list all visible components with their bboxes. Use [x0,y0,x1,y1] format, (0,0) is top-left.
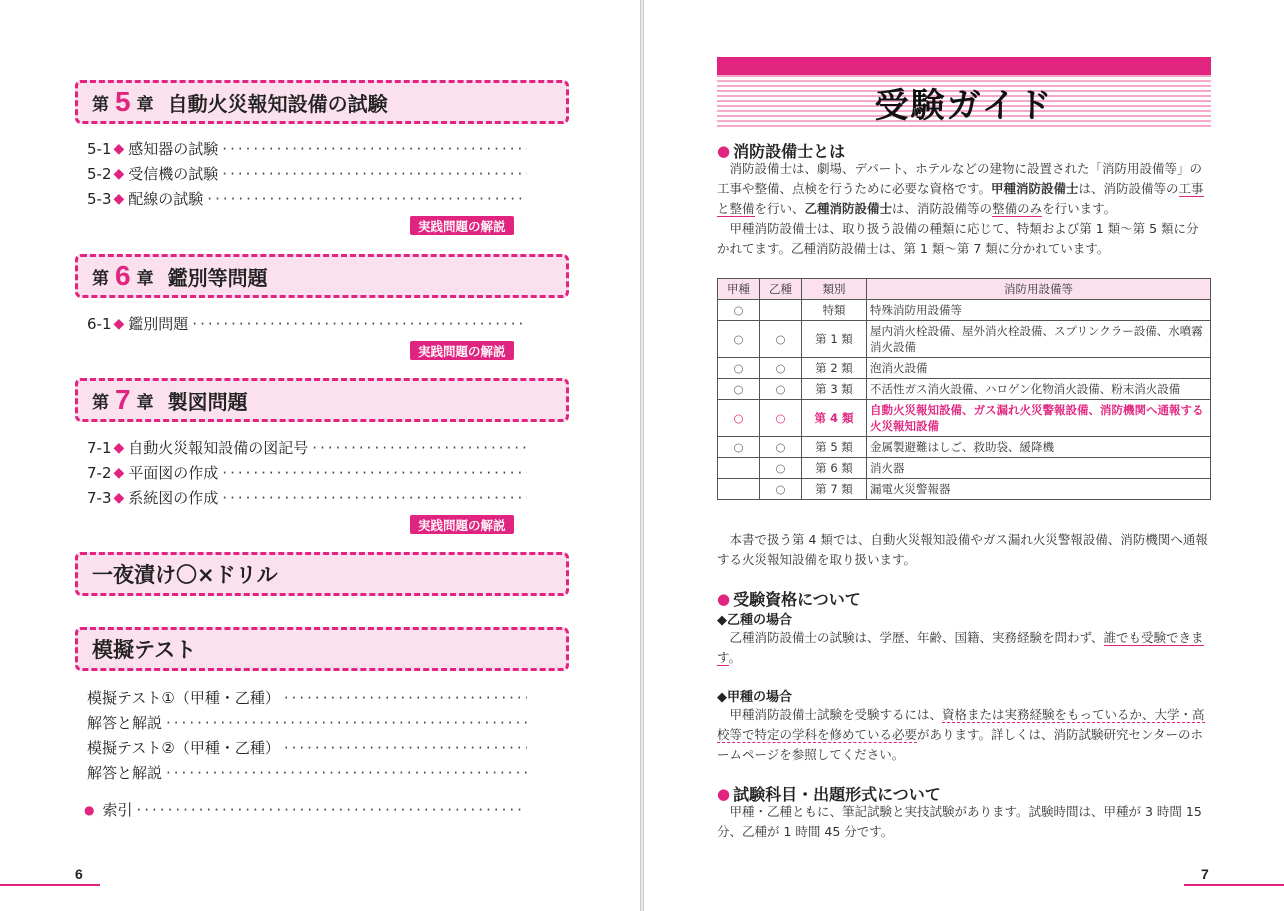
diamond-icon: ◆ [113,315,125,332]
otsu-cell: ○ [760,479,802,500]
paragraph [717,159,1211,219]
diamond-icon: ◆ [113,140,125,157]
table-row [718,300,1211,321]
equipment-cell: 特殊消防用設備等 [867,300,1211,321]
leader-dots [166,714,527,732]
toc-label: 鑑別問題 [128,315,189,333]
class-cell: 第 2 類 [802,358,867,379]
chapter-suffix: 章 [136,392,154,413]
subheading: ◆甲種の場合 [717,690,792,705]
leader-dots [284,689,527,707]
class-cell: 第 4 類 [802,400,867,437]
toc-number: 6-1 [87,314,112,333]
chapter-suffix: 章 [136,94,154,115]
otsu-cell [760,300,802,321]
section-heading-text: 消防設備士とは [733,142,846,161]
paragraph: 甲種・乙種ともに、筆記試験と実技試験があります。試験時間は、甲種が 3 時間 15 分、乙種が 1 時間 45 分です。 [717,804,1202,839]
page-title: 受験ガイド [874,86,1054,126]
bullet-icon: ● [84,802,95,817]
leader-dots [222,464,527,482]
toc-number: 7-1 [87,438,112,457]
toc-label: 解答と解説 [87,764,163,782]
chapter-6-header [75,254,569,298]
chapter-suffix: 章 [136,268,154,289]
toc-number: 7-2 [87,463,112,482]
diamond-icon: ◆ [113,464,125,481]
toc-label: 受信機の試験 [128,165,219,183]
kou-cell: ○ [718,300,760,321]
table-row [718,358,1211,379]
diamond-icon: ◆ [113,439,125,456]
leader-dots [222,489,527,507]
paragraph [717,628,1211,668]
section-heading-text: 受験資格について [733,590,861,609]
class-cell: 第 7 類 [802,479,867,500]
otsu-cell: ○ [760,321,802,358]
class-cell: 第 6 類 [802,458,867,479]
practice-tag[interactable]: 実践問題の解説 [410,341,514,360]
kou-cell [718,458,760,479]
toc-item[interactable] [87,687,527,708]
toc-item[interactable] [87,462,527,483]
leader-dots [222,140,527,158]
left-page [0,0,641,911]
diamond-icon: ◆ [113,165,125,182]
class-cell: 第 5 類 [802,437,867,458]
class-cell: 第 3 類 [802,379,867,400]
toc-number: 5-3 [87,189,112,208]
kou-cell: ○ [718,437,760,458]
chapter-7-header [75,378,569,422]
column-header: 消防用設備等 [867,279,1211,300]
mock-title: 模擬テスト [92,638,197,662]
underlined-text: 誰でも受験できます [717,630,1204,665]
otsu-cell: ○ [760,400,802,437]
otsu-cell: ○ [760,358,802,379]
kou-cell: ○ [718,321,760,358]
text-run: 甲種消防設備士試験を受験するには、 [729,707,943,722]
paragraph: 甲種消防設備士は、取り扱う設備の種類に応じて、特類および第 1 類～第 5 類に分かれてます。乙種消防設備士は、第 1 類～第 7 類に分かれています。 [717,221,1199,256]
text-run-bold: 甲種消防設備士 [991,181,1079,196]
leader-dots [207,190,527,208]
chapter-prefix: 第 [92,392,109,413]
column-header: 類別 [802,279,867,300]
underlined-text: 資格または実務経験をもっているか、大学・高校等で特定の学科を修めている必要 [717,707,1205,742]
toc-number: 5-2 [87,164,112,183]
drill-title: 一夜漬け〇×ドリル [92,563,278,587]
toc-number: 5-1 [87,139,112,158]
paragraph [717,705,1211,765]
bullet-icon: ● [717,589,731,608]
chapter-title: 鑑別等問題 [167,265,268,290]
title-band [717,57,1211,75]
table-row [718,437,1211,458]
toc-item[interactable] [87,138,527,159]
text-run: は、消防設備等の [1078,181,1179,196]
toc-label: 平面図の作成 [128,464,219,482]
table-row [718,400,1211,437]
toc-item[interactable] [87,487,527,508]
text-run-bold: 乙種消防設備士 [804,201,893,216]
toc-number: 7-3 [87,488,112,507]
title-banner [717,75,1211,130]
toc-item-index[interactable] [84,799,524,820]
toc-label: 感知器の試験 [128,140,219,158]
chapter-prefix: 第 [92,268,109,289]
toc-label: 索引 [102,801,133,819]
table-row [718,479,1211,500]
text-run: 消防設備士は、劇場、デパート、ホテルなどの建物に設置された「消防用設備等」の工事や整備、点検を行うために必要な資格です。 [717,161,1203,196]
toc-item[interactable] [87,762,527,783]
drill-header[interactable] [75,552,569,596]
chapter-prefix: 第 [92,94,109,115]
equipment-cell: 自動火災報知設備、ガス漏れ火災警報設備、消防機関へ通報する火災報知設備 [867,400,1211,437]
equipment-cell: 消火器 [867,458,1211,479]
text-run: を行います。 [1042,201,1117,216]
class-cell: 第 1 類 [802,321,867,358]
equipment-cell: 不活性ガス消火設備、ハロゲン化物消火設備、粉末消火設備 [867,379,1211,400]
toc-label: 系統図の作成 [128,489,219,507]
toc-item[interactable] [87,163,527,184]
equipment-cell: 漏電火災警報器 [867,479,1211,500]
section-heading [717,587,861,610]
page-number: 7 [1201,866,1209,882]
text-run: 。 [728,650,742,665]
page-number-rule [1184,884,1284,886]
equipment-cell: 屋内消火栓設備、屋外消火栓設備、スプリンクラー設備、水噴霧消火設備 [867,321,1211,358]
toc-label: 配線の試験 [128,190,204,208]
diamond-icon: ◆ [113,489,125,506]
kou-cell: ○ [718,379,760,400]
practice-tag[interactable]: 実践問題の解説 [410,515,514,534]
diamond-icon: ◆ [113,190,125,207]
toc-label: 自動火災報知設備の図記号 [128,439,309,457]
equipment-cell: 泡消火設備 [867,358,1211,379]
chapter-number: 6 [115,260,131,291]
class-cell: 特類 [802,300,867,321]
column-header: 乙種 [760,279,802,300]
toc-item[interactable] [87,737,527,758]
otsu-cell: ○ [760,437,802,458]
column-header: 甲種 [718,279,760,300]
leader-dots [312,439,527,457]
text-run: を行い、 [754,201,805,216]
bullet-icon: ● [717,141,731,160]
chapter-number: 5 [115,86,131,117]
table-row [718,379,1211,400]
kou-cell: ○ [718,358,760,379]
section-heading-text: 試験科目・出題形式について [733,785,941,804]
leader-dots [192,315,527,333]
toc-item[interactable] [87,188,527,209]
toc-item[interactable] [87,437,527,458]
equipment-cell: 金属製避難はしご、救助袋、緩降機 [867,437,1211,458]
leader-dots [166,764,527,782]
chapter-title: 自動火災報知設備の試験 [167,91,388,116]
text-run: は、消防設備等の [892,201,993,216]
table-row [718,321,1211,358]
subheading: ◆乙種の場合 [717,613,792,628]
toc-item[interactable] [87,313,527,334]
kou-cell [718,479,760,500]
otsu-cell: ○ [760,379,802,400]
toc-item[interactable] [87,712,527,733]
leader-dots [284,739,527,757]
practice-tag[interactable]: 実践問題の解説 [410,216,514,235]
page-number-rule [0,884,100,886]
table-row [718,458,1211,479]
paragraph: 本書で扱う第 4 類では、自動火災報知設備やガス漏れ火災警報設備、消防機関へ通報する火災報知設備を取り扱います。 [717,532,1208,567]
chapter-number: 7 [115,384,131,415]
toc-label: 模擬テスト②（甲種・乙種） [87,739,280,757]
bullet-icon: ● [717,784,731,803]
mock-test-header[interactable] [75,627,569,671]
toc-label: 解答と解説 [87,714,163,732]
leader-dots [137,801,525,819]
text-run: 乙種消防設備士の試験は、学歴、年齢、国籍、実務経験を問わず、 [729,630,1104,645]
text-run: があります。詳しくは、消防試験研究センターのホームページを参照してください。 [717,727,1204,762]
page-number: 6 [75,866,83,882]
qualification-table [717,278,1211,500]
leader-dots [222,165,527,183]
otsu-cell: ○ [760,458,802,479]
table-header-row [718,279,1211,300]
kou-cell: ○ [718,400,760,437]
underlined-text: 整備のみ [992,201,1043,216]
toc-label: 模擬テスト①（甲種・乙種） [87,689,280,707]
chapter-5-header [75,80,569,124]
underlined-text: 工事と整備 [717,181,1204,216]
chapter-title: 製図問題 [167,389,248,414]
